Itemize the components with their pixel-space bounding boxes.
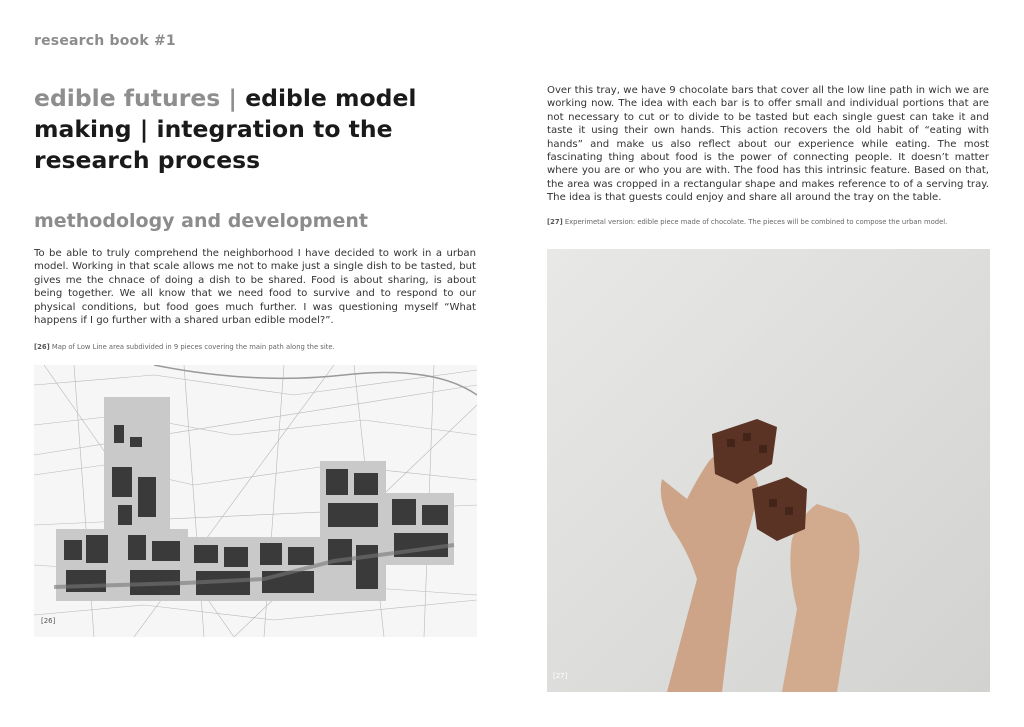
- left-paragraph: To be able to truly comprehend the neighborhood I have decided to work in a urban model. Working in that scale allows me not to make just a single dish to be tasted, but gives me the chnace of doing a dish to be shared. Food is about sharing, is about being together. We all know that we need food to survive and to respond to our physical conditions, but food goes much further. I was questioning myself “What happens if I go further with a shared urban edible model?”.: [34, 248, 476, 327]
- figure-26-map: [34, 365, 477, 637]
- right-paragraph: Over this tray, we have 9 chocolate bars that cover all the low line path in wich we are working now. The idea with each bar is to offer small and individual portions that are not necessary to cut or to divide to be tasted but each single guest can take it and taste it using their own hands. This action recovers the old habit of “eating with hands” and make us also reflect about our experience while eating. The most fascinating thing about food is the power of connecting people. It doesn’t matter where you are or who you are with. The food has this intrinsic feature. Based on that, the area was cropped in a rectangular shape and makes reference to of a serving tray. The idea is that guests could enjoy and share all around the tray on the table.: [547, 85, 989, 204]
- title-part-1: edible futures |: [34, 84, 238, 112]
- figure-27-number: [27]: [547, 218, 563, 226]
- figure-27-caption-text: Experimetal version: edible piece made of chocolate. The pieces will be combined to compose the urban model.: [564, 218, 948, 226]
- title-part-2: edible model making | integration to the research process: [34, 84, 417, 174]
- figure-27-label: [27]: [553, 672, 568, 680]
- figure-27-caption: [547, 218, 947, 226]
- figure-27-photo: [547, 249, 990, 692]
- figure-26-number: [26]: [34, 343, 50, 351]
- map-drawing: [34, 365, 477, 637]
- hands-with-chocolate-illustration: [547, 249, 990, 692]
- figure-26-label: [26]: [41, 617, 56, 625]
- book-header: research book #1: [34, 33, 176, 49]
- page-title: [34, 83, 504, 176]
- left-hand-shape: [661, 453, 759, 692]
- figure-26-caption: [34, 343, 335, 351]
- figure-26-caption-text: Map of Low Line area subdivided in 9 pieces covering the main path along the site.: [51, 343, 335, 351]
- section-heading: methodology and development: [34, 210, 368, 232]
